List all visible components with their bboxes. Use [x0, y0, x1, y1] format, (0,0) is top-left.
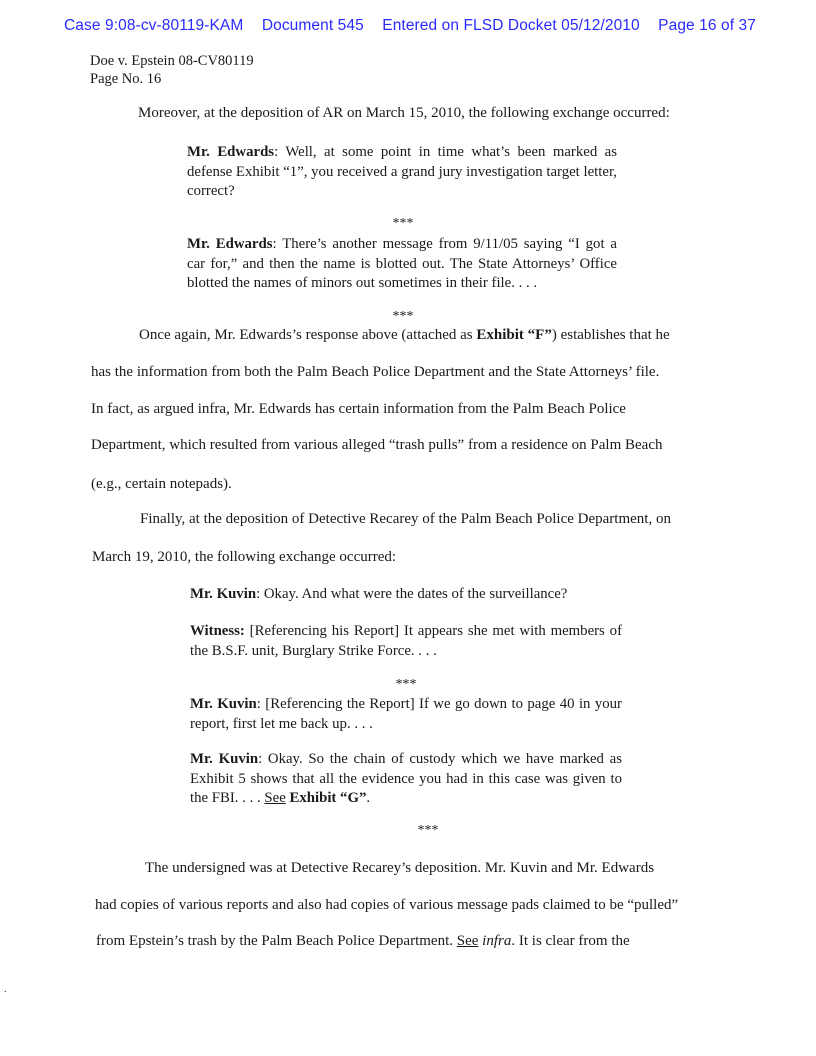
quote-text: : There’s another message from 9/11/05 saying “I got a car for,” and then the name is blotted out. The State Attorneys’ Office blotted the names of minors out sometimes in their file. . . . [187, 236, 617, 291]
quote-block-5 [190, 695, 622, 734]
quote-speaker: Mr. Edwards [187, 236, 273, 252]
text-run: Once again, Mr. Edwards’s response above (attached as [139, 327, 477, 343]
quote-speaker: Mr. Kuvin [190, 586, 257, 602]
see-signal: See [456, 933, 479, 949]
header-case-line: Doe v. Epstein 08-CV80119 [90, 53, 254, 69]
exhibit-reference: Exhibit “G” [289, 790, 367, 806]
quote-text: : [Referencing the Report] If we go down to page 40 in your report, first let me back up. . . . [190, 696, 622, 732]
quote-block-4 [190, 622, 622, 661]
paragraph-line: Department, which resulted from various alleged “trash pulls” from a residence on Palm Beach [91, 437, 663, 453]
intro-paragraph: Moreover, at the deposition of AR on March 15, 2010, the following exchange occurred: [138, 105, 670, 121]
quote-speaker: Mr. Kuvin [190, 751, 259, 767]
paragraph-line [139, 327, 670, 344]
see-signal: See [264, 790, 286, 806]
stamp-entered: Entered on FLSD Docket 05/12/2010 [382, 17, 640, 34]
quote-speaker: Mr. Edwards [187, 144, 275, 160]
text-run: ) establishes that he [551, 327, 670, 343]
margin-mark: . [4, 984, 7, 995]
quote-speaker: Witness: [190, 623, 245, 639]
stamp-case: Case 9:08-cv-80119-KAM [64, 17, 244, 34]
quote-block-2 [187, 235, 617, 294]
paragraph-line: (e.g., certain notepads). [91, 476, 232, 492]
paragraph-line: Finally, at the deposition of Detective Recarey of the Palm Beach Police Department, on [140, 511, 671, 527]
exhibit-reference: Exhibit “F” [476, 327, 552, 343]
header-page-line: Page No. 16 [90, 71, 162, 87]
separator-stars-3: *** [395, 677, 417, 692]
quote-block-3 [190, 585, 622, 605]
paragraph-line [96, 933, 630, 950]
paragraph-line: In fact, as argued infra, Mr. Edwards has certain information from the Palm Beach Police [91, 401, 626, 417]
paragraph-line: The undersigned was at Detective Recarey’s deposition. Mr. Kuvin and Mr. Edwards [145, 860, 655, 876]
text-run: . It is clear from the [511, 933, 630, 949]
stamp-page: Page 16 of 37 [658, 17, 756, 34]
separator-stars-1: *** [392, 216, 414, 231]
infra-signal: infra [482, 933, 512, 949]
text-run: . [366, 790, 371, 806]
separator-stars-2: *** [392, 309, 414, 324]
court-filing-stamp [64, 17, 764, 35]
paragraph-line: has the information from both the Palm Beach Police Department and the State Attorneys’ file. [91, 364, 660, 380]
quote-text: : Okay. And what were the dates of the surveillance? [256, 586, 568, 602]
text-run: from Epstein’s trash by the Palm Beach Police Department. [96, 933, 457, 949]
quote-speaker: Mr. Kuvin [190, 696, 257, 712]
separator-stars-4: *** [417, 823, 439, 838]
paragraph-line: March 19, 2010, the following exchange occurred: [92, 549, 397, 565]
quote-text: [Referencing his Report] It appears she met with members of the B.S.F. unit, Burglary Strike Force. . . . [190, 623, 622, 659]
quote-text: : Well, at some point in time what’s been marked as defense Exhibit “1”, you received a grand jury investigation target letter, correct? [187, 144, 617, 199]
quote-text: : Okay. So the chain of custody which we have marked as Exhibit 5 shows that all the evidence you had in this case was given to the FBI. . . . [190, 751, 622, 806]
stamp-document: Document 545 [261, 17, 364, 34]
quote-block-6 [190, 750, 622, 809]
paragraph-line: had copies of various reports and also had copies of various message pads claimed to be “pulled” [95, 897, 679, 913]
quote-block-1 [187, 143, 617, 202]
